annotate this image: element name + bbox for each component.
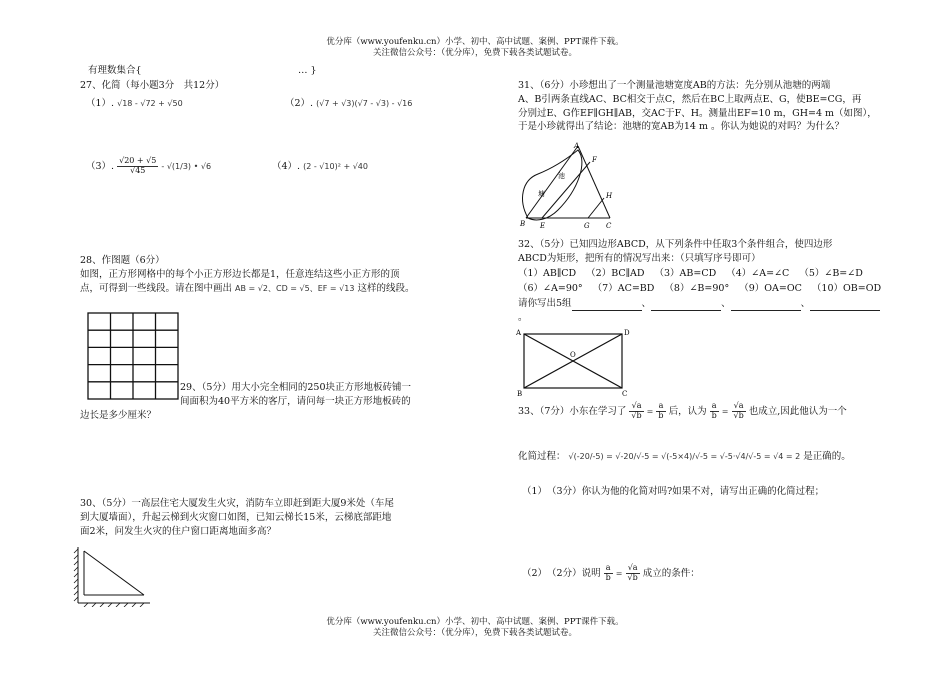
header-line-1: 优分库（www.youfenku.cn）小学、初中、高中试题、案例、PPT课件下载。 [326, 37, 624, 47]
q27-2-expr: (√7 + √3)(√7 - √3) - √16 [316, 99, 413, 108]
q28-text: 如图，正方形网格中的每个小正方形边长都是1，任意连结这些小正方形的顶 点，可得到一些线段。请在图中画出 AB = √2、CD = √5、EF = √13 这样的线段。 [80, 269, 415, 294]
q33-intro: 33、（7分）小东在学习了 $\frac{√a}{√b}$ = $\frac{a}{b}$ 后，认为 $\frac{a}{b}$ = $\frac{√a}{√b}$ 也成立,因此他认为一个 [518, 401, 847, 420]
label-b: B [520, 220, 526, 228]
answer-blank-1[interactable] [572, 300, 642, 311]
rect-label-d: D [624, 329, 630, 337]
ladder-figure [72, 545, 152, 607]
q33-frac-2: $\frac{a}{b}$ [658, 401, 664, 420]
rect-label-o: O [570, 351, 576, 359]
q29-line3: 边长是多少厘米？ [80, 410, 157, 421]
q33-frac-4: $\frac{√a}{√b}$ [733, 401, 744, 420]
q27-4: （4）. (2 - √10)² + √40 [272, 161, 368, 172]
q33-frac-3: $\frac{a}{b}$ [711, 401, 717, 420]
q30-text: 30、（5分）一高层住宅大厦发生火灾，消防车立即赶到距大厦9米处（车尾 到大厦墙面），升起云梯到火灾窗口如图，已知云梯长15米，云梯底部距地 面2米，问发生火灾的住户窗口距离地面多高？ [80, 498, 394, 537]
q27-4-expr: (2 - √10)² + √40 [303, 162, 368, 171]
label-c: C [606, 222, 612, 230]
q33-part2-frac-1: $\frac{a}{b}$ [605, 563, 611, 582]
answer-blank-2[interactable] [651, 300, 721, 311]
q32-options-row2: （6）∠A=90° （7）AC=BD （8）∠B=90° （9）OA=OC （10）OB=OD [518, 283, 882, 294]
square-grid[interactable] [87, 312, 179, 400]
q27-1: （1）. √18 - √72 + √50 [86, 98, 183, 109]
rect-label-a: A [516, 329, 522, 337]
rectangle-figure [514, 326, 632, 398]
label-a: A [574, 142, 580, 150]
label-g: G [584, 222, 590, 230]
q32-text: 32、（5分）已知四边形ABCD，从下列条件中任取3个条件组合，使四边形 ABCD为矩形，把所有的情况写出来：（只填写序号即可） [518, 239, 833, 264]
pond-char-1: 池 [558, 172, 565, 180]
page-header [0, 37, 950, 60]
q29-text: 29、（5分）用大小完全相同的250块正方形地板砖铺一 间面积为40平方米的客厅，请问每一块正方形地板砖的 [180, 382, 412, 407]
footer-line-2: 关注微信公众号：（优分库），免费下载各类试题试卷。 [372, 628, 577, 639]
q33-part2-frac-2: $\frac{√a}{√b}$ [627, 563, 638, 582]
q33-frac-1: $\frac{√a}{√b}$ [631, 401, 642, 420]
header-line-2: 关注微信公众号：（优分库），免费下载各类试题试卷。 [372, 48, 577, 59]
label-f: F [592, 156, 597, 164]
answer-blank-4[interactable] [810, 300, 880, 311]
q27-3: （3）. $\frac{√20 + √5}{√45}$ - √(1/3) • √6 [86, 156, 212, 175]
q33-part1: （1） （3分）你认为他的化简对吗?如果不对，请写出正确的化简过程； [522, 486, 825, 497]
label-e: E [540, 222, 546, 230]
pond-char-2: 塘 [538, 190, 545, 198]
q28-math: AB = √2、CD = √5、EF = √13 [235, 283, 355, 293]
pond-figure [518, 140, 618, 232]
q27-title: 27、化简（每小题3分 共12分） [80, 80, 225, 91]
rational-set-end: … } [298, 65, 317, 76]
q33-process-expr: √(-20/-5) = √-20/√-5 = √(-5×4)/√-5 = √-5·√4/√-5 = √4 = 2 [568, 452, 801, 461]
q31-text: 31、（6分）小珍想出了一个测量池塘宽度AB的方法：先分别从池塘的两端 A、B引两条直线AC、BC相交于点C，然后在BC上取两点E、G，使BE=CG，再 分别过E、G作EF∥GH∥AB，交AC于F、H。测量出EF=10 m，GH=4 m（如图）， 于是小珍就得出了结论：池塘的宽AB为14 m 。你认为她说的对吗？为什么？ [518, 80, 877, 133]
label-h: H [606, 192, 613, 200]
rect-label-c: C [622, 390, 628, 398]
q32-options-row1: （1）AB∥CD （2）BC∥AD （3）AB=CD （4）∠A=∠C （5）∠B=∠D [518, 268, 863, 279]
footer-line-1: 优分库（www.youfenku.cn）小学、初中、高中试题、案例、PPT课件下载。 [326, 617, 624, 627]
rational-set: 有理数集合{ [88, 65, 142, 76]
q27-1-expr: √18 - √72 + √50 [117, 99, 183, 108]
q32-period: 。 [518, 312, 528, 323]
q28-title: 28、作图题（6分） [80, 255, 165, 266]
rect-label-b: B [517, 390, 523, 398]
q33-part2: （2） （2分）说明 $\frac{a}{b}$ = $\frac{√a}{√b}$ 成立的条件： [522, 563, 700, 582]
q27-2: （2）. (√7 + √3)(√7 - √3) - √16 [285, 98, 413, 109]
answer-blank-3[interactable] [731, 300, 801, 311]
page-footer [0, 617, 950, 640]
q32-answer-line: 请你写出5组 、 、 、 [518, 297, 928, 311]
q27-3-fraction: $\frac{√20 + √5}{√45}$ [119, 156, 157, 175]
q33-process: 化简过程： √(-20/-5) = √-20/√-5 = √(-5×4)/√-5 = √-5·√4/√-5 = √4 = 2 是正确的。 [518, 451, 851, 462]
